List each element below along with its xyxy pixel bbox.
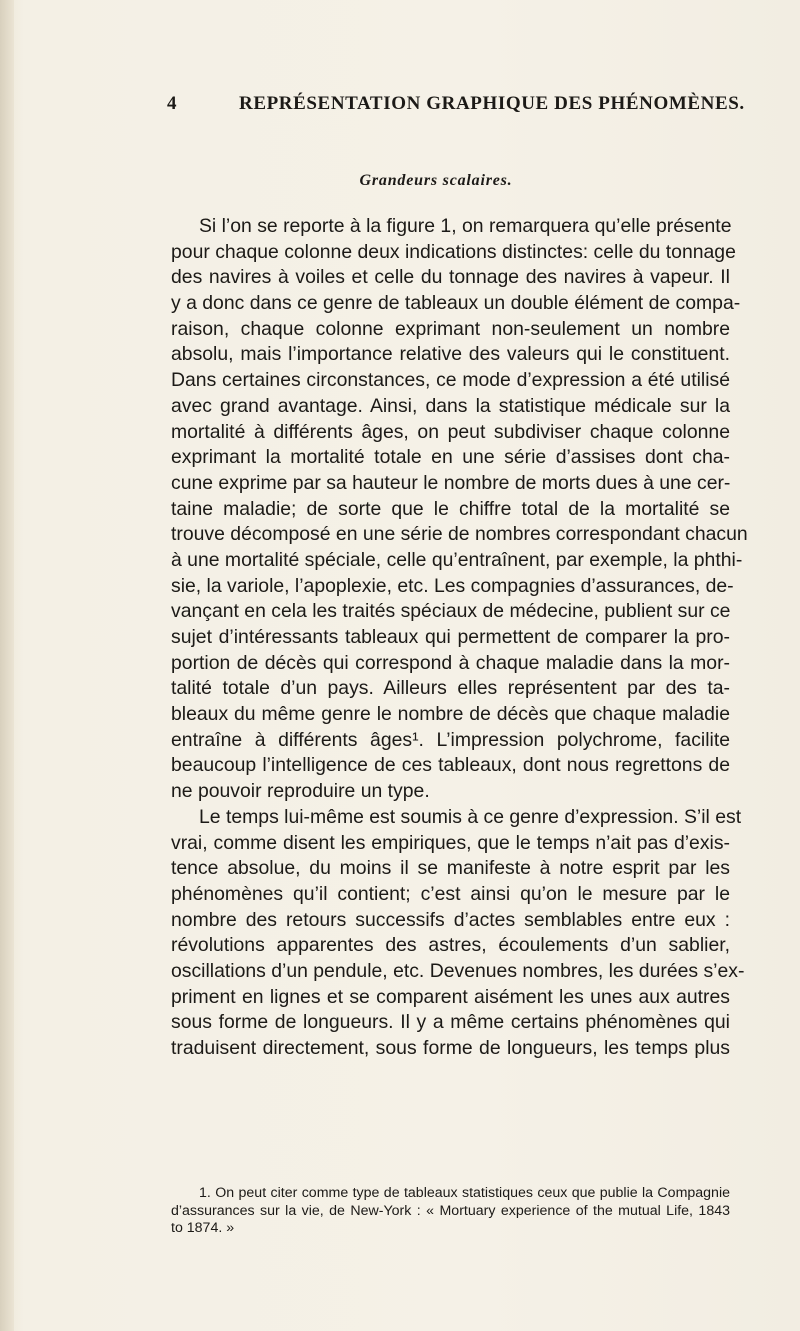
- footnote-line: d’assurances sur la vie, de New-York : « Mortuary experience of the mutual Life, 1843: [171, 1202, 730, 1219]
- text-line: ne pouvoir reproduire un type.: [171, 780, 430, 803]
- text-line: cune exprime par sa hauteur le nombre de morts dues à une cer-: [171, 471, 731, 494]
- running-title: REPRÉSENTATION GRAPHIQUE DES PHÉNOMÈNES.: [239, 93, 745, 114]
- text-line: à une mortalité spéciale, celle qu’entraînent, par exemple, la phthi-: [171, 548, 743, 571]
- text-line: avec grand avantage. Ainsi, dans la statistique médicale sur la: [171, 394, 730, 417]
- text-line: des navires à voiles et celle du tonnage des navires à vapeur. Il: [171, 266, 730, 289]
- text-line: vançant en cela les traités spéciaux de médecine, publient sur ce: [171, 600, 731, 623]
- text-line: exprimant la mortalité totale en une série d’assises dont cha-: [171, 446, 730, 469]
- text-line: oscillations d’un pendule, etc. Devenues nombres, les durées s’ex-: [171, 959, 745, 982]
- footnote-line: 1. On peut citer comme type de tableaux statistiques ceux que publie la Compagnie: [199, 1185, 730, 1201]
- text-line: mortalité à différents âges, on peut subdiviser chaque colonne: [171, 420, 730, 443]
- text-line: traduisent directement, sous forme de longueurs, les temps plus: [171, 1037, 730, 1059]
- section-title: Grandeurs scalaires.: [359, 172, 513, 189]
- text-line: phénomènes qu’il contient; c’est ainsi qu’on le mesure par le: [171, 882, 730, 905]
- text-line: Dans certaines circonstances, ce mode d’expression a été utilisé: [171, 369, 730, 392]
- footnote-line: to 1874. »: [171, 1220, 235, 1237]
- text-line: beaucoup l’intelligence de ces tableaux, dont nous regrettons de: [171, 754, 730, 777]
- text-line: nombre des retours successifs d’actes semblables entre eux :: [171, 908, 730, 931]
- text-line: sujet d’intéressants tableaux qui permettent de comparer la pro-: [171, 626, 730, 648]
- text-line: Le temps lui-même est soumis à ce genre d’expression. S’il est: [199, 805, 742, 828]
- text-line: vrai, comme disent les empiriques, que le temps n’ait pas d’exis-: [171, 831, 730, 854]
- text-line: y a donc dans ce genre de tableaux un double élément de compa-: [171, 292, 741, 315]
- text-line: Si l’on se reporte à la figure 1, on remarquera qu’elle présente: [199, 215, 732, 237]
- footnotes: [171, 1185, 730, 1238]
- text-line: priment en lignes et se comparent aisément les unes aux autres: [171, 985, 730, 1008]
- page-header: [167, 93, 745, 121]
- text-line: révolutions apparentes des astres, écoulements d’un sablier,: [171, 934, 730, 957]
- text-line: entraîne à différents âges¹. L’impression polychrome, facilite: [171, 728, 730, 751]
- text-line: tence absolue, du moins il se manifeste à notre esprit par les: [171, 857, 730, 880]
- text-line: taine maladie; de sorte que le chiffre total de la mortalité se: [171, 497, 730, 520]
- text-line: pour chaque colonne deux indications distinctes: celle du tonnage: [171, 240, 736, 263]
- text-line: raison, chaque colonne exprimant non-seulement un nombre: [171, 317, 730, 340]
- text-line: bleaux du même genre le nombre de décès que chaque maladie: [171, 703, 730, 726]
- text-line: sie, la variole, l’apoplexie, etc. Les compagnies d’assurances, de-: [171, 574, 734, 597]
- body-text: [171, 214, 748, 1062]
- text-line: talité totale d’un pays. Ailleurs elles représentent par des ta-: [171, 677, 730, 700]
- text-line: portion de décès qui correspond à chaque maladie dans la mor-: [171, 651, 730, 674]
- page-number: 4: [167, 93, 177, 114]
- page-binding-edge: [0, 0, 14, 1331]
- text-line: sous forme de longueurs. Il y a même certains phénomènes qui: [171, 1011, 730, 1034]
- text-line: absolu, mais l’importance relative des valeurs qui le constituent.: [171, 343, 730, 366]
- text-line: trouve décomposé en une série de nombres correspondant chacun: [171, 523, 748, 546]
